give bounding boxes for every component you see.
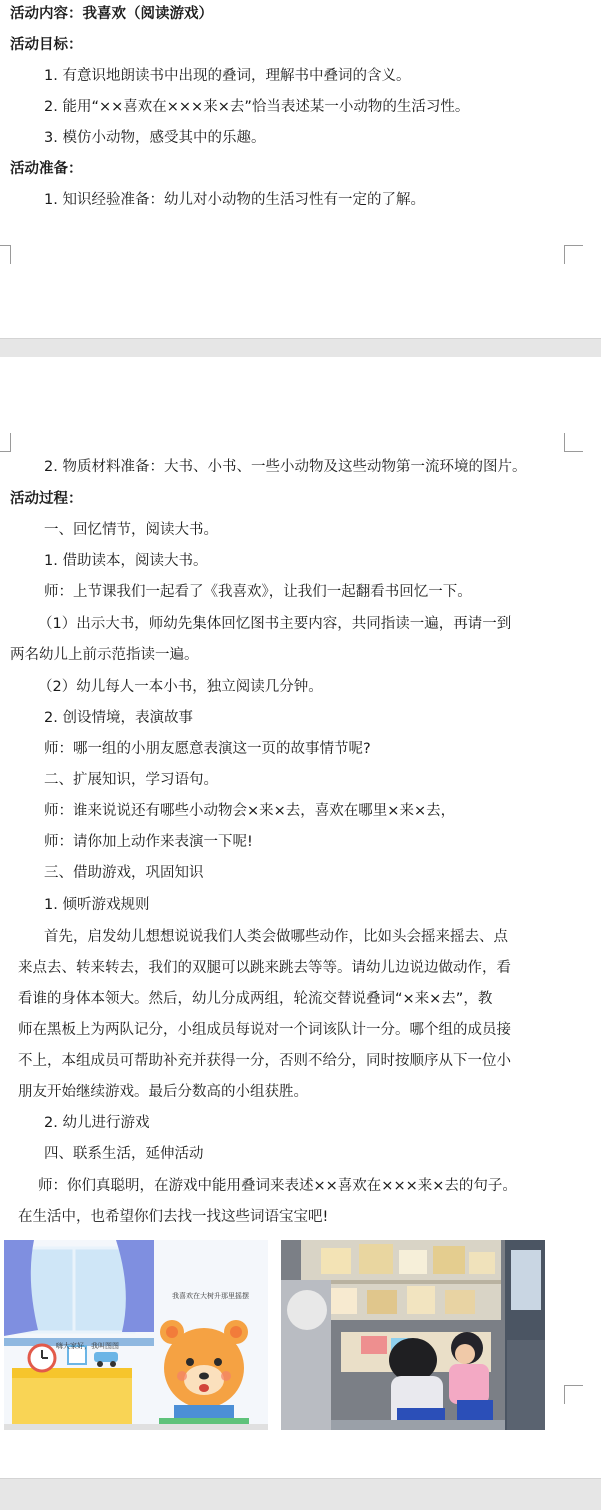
paragraph-line: 师在黑板上为两队记分，小组成员每说对一个词该队计一分。哪个组的成员接 [18, 1022, 511, 1038]
cartoon-caption: 我喜欢在大树升那里摇摆 [172, 1292, 249, 1300]
goal-item: 2. 能用“××喜欢在×××来×去”恰当表述某一小动物的生活习性。 [44, 99, 470, 115]
activity-content-title: 活动内容：我喜欢（阅读游戏） [10, 6, 213, 22]
paragraph-line: 师：谁来说说还有哪些小动物会×来×去，喜欢在哪里×来×去， [44, 803, 456, 819]
goal-item: 1. 有意识地朗读书中出现的叠词，理解书中叠词的含义。 [44, 68, 411, 84]
prep-item: 1. 知识经验准备：幼儿对小动物的生活习性有一定的了解。 [44, 192, 425, 208]
cartoon-bear-image [4, 1240, 268, 1430]
margin-corner-mark [0, 433, 11, 452]
prep-heading: 活动准备： [10, 161, 83, 177]
goal-heading: 活动目标： [10, 37, 83, 53]
margin-corner-mark [564, 245, 583, 264]
cartoon-caption: 嗨大家好，我叫图图 [56, 1342, 119, 1350]
margin-corner-mark [0, 245, 11, 264]
sub-heading: 1. 借助读本，阅读大书。 [44, 553, 208, 569]
paragraph-line: （2）幼儿每人一本小书，独立阅读几分钟。 [38, 679, 323, 695]
paragraph-line: 来点去、转来转去，我们的双腿可以跳来跳去等等。请幼儿边说边做动作，看 [18, 960, 511, 976]
photo-illustration [281, 1240, 545, 1430]
children-reading-photo [281, 1240, 545, 1430]
section-heading: 一、回忆情节，阅读大书。 [44, 522, 218, 538]
paragraph-line: 师：哪一组的小朋友愿意表演这一页的故事情节呢? [44, 741, 371, 757]
section-heading: 三、借助游戏，巩固知识 [44, 865, 204, 881]
paragraph-line: 朋友开始继续游戏。最后分数高的小组获胜。 [18, 1084, 308, 1100]
sub-heading: 2. 创设情境，表演故事 [44, 710, 193, 726]
margin-corner-mark [564, 433, 583, 452]
paragraph-line: 不上，本组成员可帮助补充并获得一分，否则不给分，同时按顺序从下一位小 [18, 1053, 511, 1069]
prep-item: 2. 物质材料准备：大书、小书、一些小动物及这些动物第一流环境的图片。 [44, 459, 527, 475]
process-heading: 活动过程： [10, 491, 83, 507]
paragraph-line: 看谁的身体本领大。然后，幼儿分成两组，轮流交替说叠词“×来×去”，教 [18, 991, 493, 1007]
section-heading: 二、扩展知识，学习语句。 [44, 772, 218, 788]
goal-item: 3. 模仿小动物，感受其中的乐趣。 [44, 130, 266, 146]
paragraph-line: 师：上节课我们一起看了《我喜欢》，让我们一起翻看书回忆一下。 [44, 584, 472, 600]
document-page-1 [0, 0, 601, 338]
paragraph-line: 在生活中，也希望你们去找一找这些词语宝宝吧! [18, 1209, 329, 1225]
sub-heading: 1. 倾听游戏规则 [44, 897, 150, 913]
margin-corner-mark [564, 1385, 583, 1404]
section-heading: 四、联系生活，延伸活动 [44, 1146, 204, 1162]
paragraph-line: 两名幼儿上前示范指读一遍。 [10, 647, 199, 663]
sub-heading: 2. 幼儿进行游戏 [44, 1115, 150, 1131]
cartoon-illustration [4, 1240, 268, 1430]
paragraph-line: 师：你们真聪明，在游戏中能用叠词来表述××喜欢在×××来×去的句子。 [38, 1178, 517, 1194]
page-gap [0, 338, 601, 358]
paragraph-line: 师：请你加上动作来表演一下呢! [44, 834, 253, 850]
paragraph-line: （1）出示大书，师幼先集体回忆图书主要内容，共同指读一遍，再请一到 [38, 616, 512, 632]
page-gap [0, 1478, 601, 1510]
paragraph-line: 首先，启发幼儿想想说说我们人类会做哪些动作，比如头会摇来摇去、点 [44, 929, 508, 945]
